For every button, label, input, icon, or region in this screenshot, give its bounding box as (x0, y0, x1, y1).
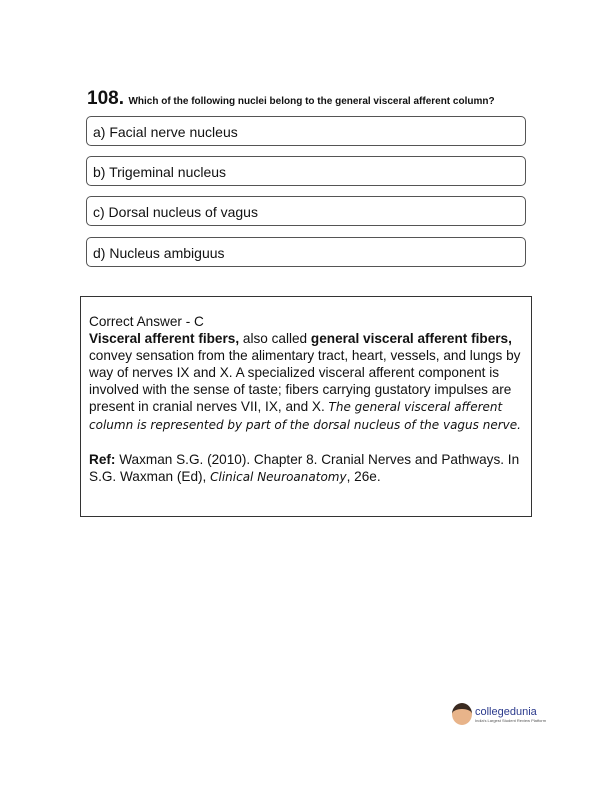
text: also called (239, 331, 311, 346)
correct-answer-label: Correct Answer - C (89, 314, 204, 329)
ref-end: , 26e. (346, 469, 381, 484)
option-c[interactable]: c) Dorsal nucleus of vagus (86, 196, 526, 226)
answer-box (80, 296, 532, 517)
logo-brand: collegedunia (475, 705, 537, 718)
collegedunia-logo (452, 703, 546, 725)
question (87, 88, 495, 110)
question-number: 108. (87, 88, 124, 109)
bold-term: general visceral afferent fibers, (310, 331, 512, 346)
bold-term: Visceral afferent fibers, (89, 331, 240, 346)
ref-label: Ref: (89, 452, 116, 467)
ref-text: Waxman S.G. (2010). Chapter 8. Cranial Nerves and Pathways. In S.G. Waxman (Ed), (89, 452, 520, 484)
option-b[interactable]: b) Trigeminal nucleus (86, 156, 526, 186)
text: convey sensation from the alimentary tract, heart, vessels, and lungs by way of nerves IX and X. A specialized visceral afferent component is involved with the sense of taste; fibers carrying gustatory impulses are present in cranial nerves VII, IX, and X. (89, 348, 521, 414)
ref-book: Clinical Neuroanatomy (210, 470, 347, 484)
italic-text: The general visceral afferent column is represented by part of the dorsal nucleus of the vagus nerve. (89, 400, 521, 432)
reference (89, 451, 523, 486)
explanation (89, 330, 523, 434)
option-d[interactable]: d) Nucleus ambiguus (86, 237, 526, 267)
mascot-icon (452, 703, 472, 725)
question-text: Which of the following nuclei belong to the general visceral afferent column? (128, 96, 495, 107)
option-a[interactable]: a) Facial nerve nucleus (86, 116, 526, 146)
logo-tagline: India's Largest Student Review Platform (475, 717, 547, 723)
